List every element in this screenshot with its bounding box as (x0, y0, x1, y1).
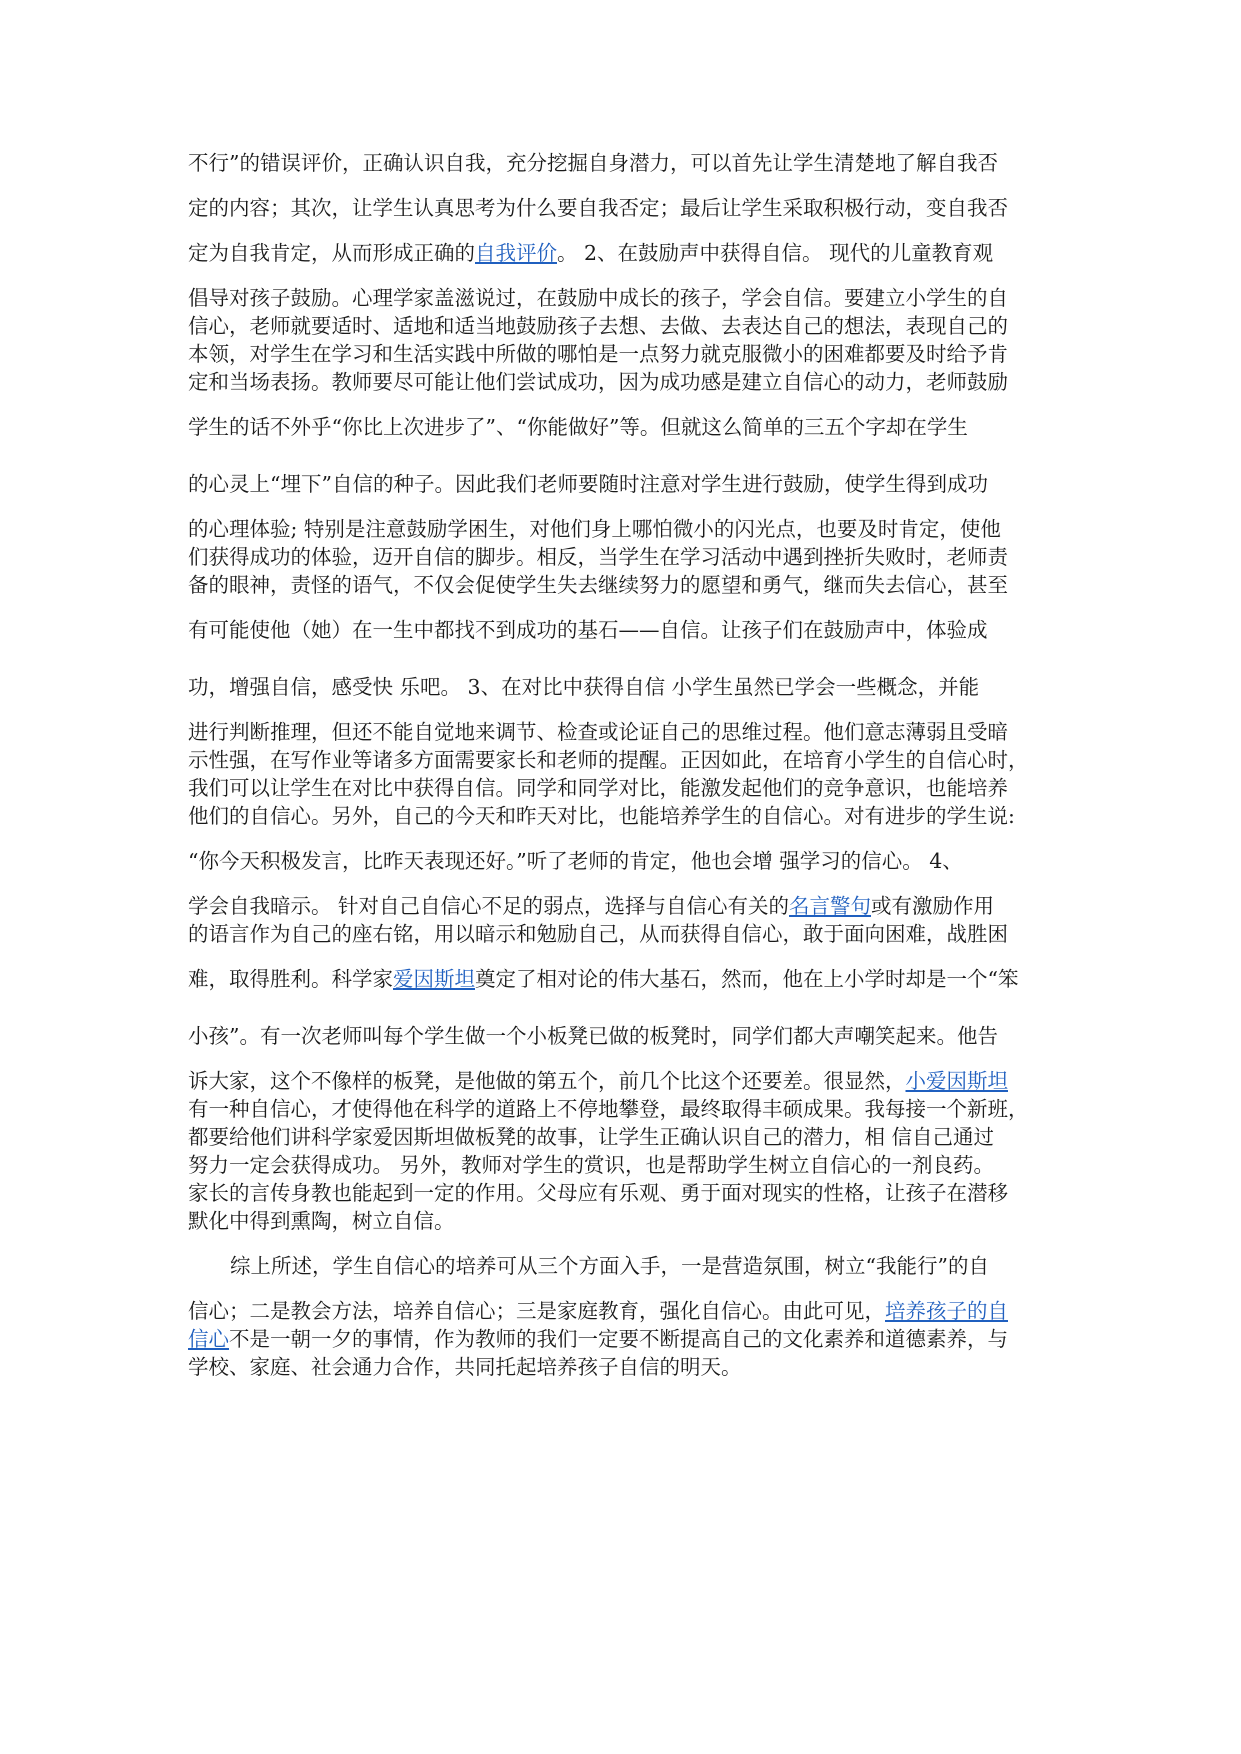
text-run: 我们可以让学生在对比中获得自信。同学和同学对比，能激发起他们的竞争意识，也能培养 (188, 776, 1008, 800)
hyperlink[interactable]: 信心 (188, 1327, 229, 1351)
text-run: 信心，老师就要适时、适地和适当地鼓励孩子去想、去做、去表达自己的想法，表现自己的 (188, 314, 1008, 338)
text-line (230, 1253, 1054, 1279)
text-run: 他们的自信心。另外，自己的今天和昨天对比，也能培养学生的自信心。对有进步的学生说: (188, 804, 1015, 828)
text-line (188, 150, 1054, 176)
text-run: 诉大家，这个不像样的板凳，是他做的第五个，前几个比这个还要差。很显然， (188, 1069, 906, 1093)
text-line (188, 1124, 1054, 1150)
text-line (188, 1354, 1054, 1380)
text-line (188, 1068, 1054, 1094)
text-run: 默化中得到熏陶，树立自信。 (188, 1209, 455, 1233)
text-line (188, 285, 1054, 311)
text-line (188, 516, 1054, 542)
text-run: 备的眼神，责怪的语气，不仅会促使学生失去继续努力的愿望和勇气，继而失去信心，甚至 (188, 573, 1008, 597)
text-run: 倡导对孩子鼓励。心理学家盖滋说过，在鼓励中成长的孩子，学会自信。要建立小学生的自 (188, 286, 1008, 310)
text-line (188, 1180, 1054, 1206)
text-line (188, 674, 1054, 700)
text-run: 或有激励作用 (871, 894, 995, 918)
hyperlink[interactable]: 自我评价 (475, 241, 557, 265)
text-run: 。 2、在鼓励声中获得自信。 现代的儿童教育观 (557, 241, 994, 265)
text-line (188, 921, 1054, 947)
text-line (188, 1298, 1054, 1324)
text-run: 示性强，在写作业等诸多方面需要家长和老师的提醒。正因如此，在培育小学生的自信心时， (188, 748, 1029, 772)
text-run: 定和当场表扬。教师要尽可能让他们尝试成功，因为成功感是建立自信心的动力，老师鼓励 (188, 370, 1008, 394)
text-line (188, 617, 1054, 643)
text-line (188, 893, 1054, 919)
text-line (188, 1152, 1054, 1178)
text-run: 不是一朝一夕的事情，作为教师的我们一定要不断提高自己的文化素养和道德素养，与 (229, 1327, 1008, 1351)
text-line (188, 775, 1054, 801)
text-run: 定为自我肯定，从而形成正确的 (188, 241, 475, 265)
text-run: 综上所述，学生自信心的培养可从三个方面入手，一是营造氛围，树立“我能行”的自 (230, 1254, 989, 1278)
text-line (188, 719, 1054, 745)
text-line (188, 572, 1054, 598)
text-line (188, 966, 1054, 992)
text-run: “你今天积极发言，比昨天表现还好。”听了老师的肯定，他也会增 强学习的信心。 4、 (188, 849, 963, 873)
text-run: 努力一定会获得成功。 另外，教师对学生的赏识，也是帮助学生树立自信心的一剂良药。 (188, 1153, 995, 1177)
text-run: 定的内容；其次，让学生认真思考为什么要自我否定；最后让学生采取积极行动，变自我否 (188, 196, 1008, 220)
text-run: 功，增强自信，感受快 乐吧。 3、在对比中获得自信 小学生虽然已学会一些概念，并能 (188, 675, 980, 699)
text-run: 学会自我暗示。 针对自己自信心不足的弱点，选择与自信心有关的 (188, 894, 790, 918)
hyperlink[interactable]: 培养孩子的自 (885, 1299, 1008, 1323)
hyperlink[interactable]: 名言警句 (789, 894, 872, 918)
hyperlink[interactable]: 小爱因斯坦 (905, 1069, 1008, 1093)
text-run: 学生的话不外乎“你比上次进步了”、“你能做好”等。但就这么简单的三五个字却在学生 (188, 415, 968, 439)
text-line (188, 471, 1054, 497)
text-run: 不行”的错误评价，正确认识自我，充分挖掘自身潜力，可以首先让学生清楚地了解自我否 (188, 151, 998, 175)
text-line (188, 414, 1054, 440)
text-line (188, 1326, 1054, 1352)
text-run: 奠定了相对论的伟大基石，然而，他在上小学时却是一个“笨 (475, 967, 1019, 991)
text-line (188, 544, 1054, 570)
text-run: 的语言作为自己的座右铭，用以暗示和勉励自己，从而获得自信心，敢于面向困难，战胜困 (188, 922, 1008, 946)
text-run: 的心理体验; 特别是注意鼓励学困生，对他们身上哪怕微小的闪光点，也要及时肯定，使他 (188, 517, 1001, 541)
text-line (188, 313, 1054, 339)
text-line (188, 341, 1054, 367)
text-run: 学校、家庭、社会通力合作，共同托起培养孩子自信的明天。 (188, 1355, 742, 1379)
text-run: 进行判断推理，但还不能自觉地来调节、检查或论证自己的思维过程。他们意志薄弱且受暗 (188, 720, 1008, 744)
text-line (188, 369, 1054, 395)
text-line (188, 1023, 1054, 1049)
text-line (188, 240, 1054, 266)
text-line (188, 747, 1054, 773)
text-line (188, 848, 1054, 874)
text-run: 家长的言传身教也能起到一定的作用。父母应有乐观、勇于面对现实的性格，让孩子在潜移 (188, 1181, 1008, 1205)
text-line (188, 1208, 1054, 1234)
text-run: 难，取得胜利。科学家 (188, 967, 393, 991)
text-run: 的心灵上“埋下”自信的种子。因此我们老师要随时注意对学生进行鼓励，使学生得到成功 (188, 472, 988, 496)
text-run: 信心；二是教会方法，培养自信心；三是家庭教育，强化自信心。由此可见， (188, 1299, 885, 1323)
text-line (188, 1096, 1054, 1122)
text-run: 有可能使他（她）在一生中都找不到成功的基石——自信。让孩子们在鼓励声中，体验成 (188, 618, 988, 642)
text-run: 小孩”。有一次老师叫每个学生做一个小板凳已做的板凳时，同学们都大声嘲笑起来。他告 (188, 1024, 998, 1048)
text-line (188, 195, 1054, 221)
text-run: 有一种自信心，才使得他在科学的道路上不停地攀登，最终取得丰硕成果。我每接一个新班， (188, 1097, 1029, 1121)
hyperlink[interactable]: 爱因斯坦 (393, 967, 475, 991)
text-run: 们获得成功的体验，迈开自信的脚步。相反，当学生在学习活动中遇到挫折失败时，老师责 (188, 545, 1008, 569)
text-line (188, 803, 1054, 829)
text-run: 都要给他们讲科学家爱因斯坦做板凳的故事，让学生正确认识自己的潜力，相 信自己通过 (188, 1125, 995, 1149)
text-run: 本领，对学生在学习和生活实践中所做的哪怕是一点努力就克服微小的困难都要及时给予肯 (188, 342, 1008, 366)
